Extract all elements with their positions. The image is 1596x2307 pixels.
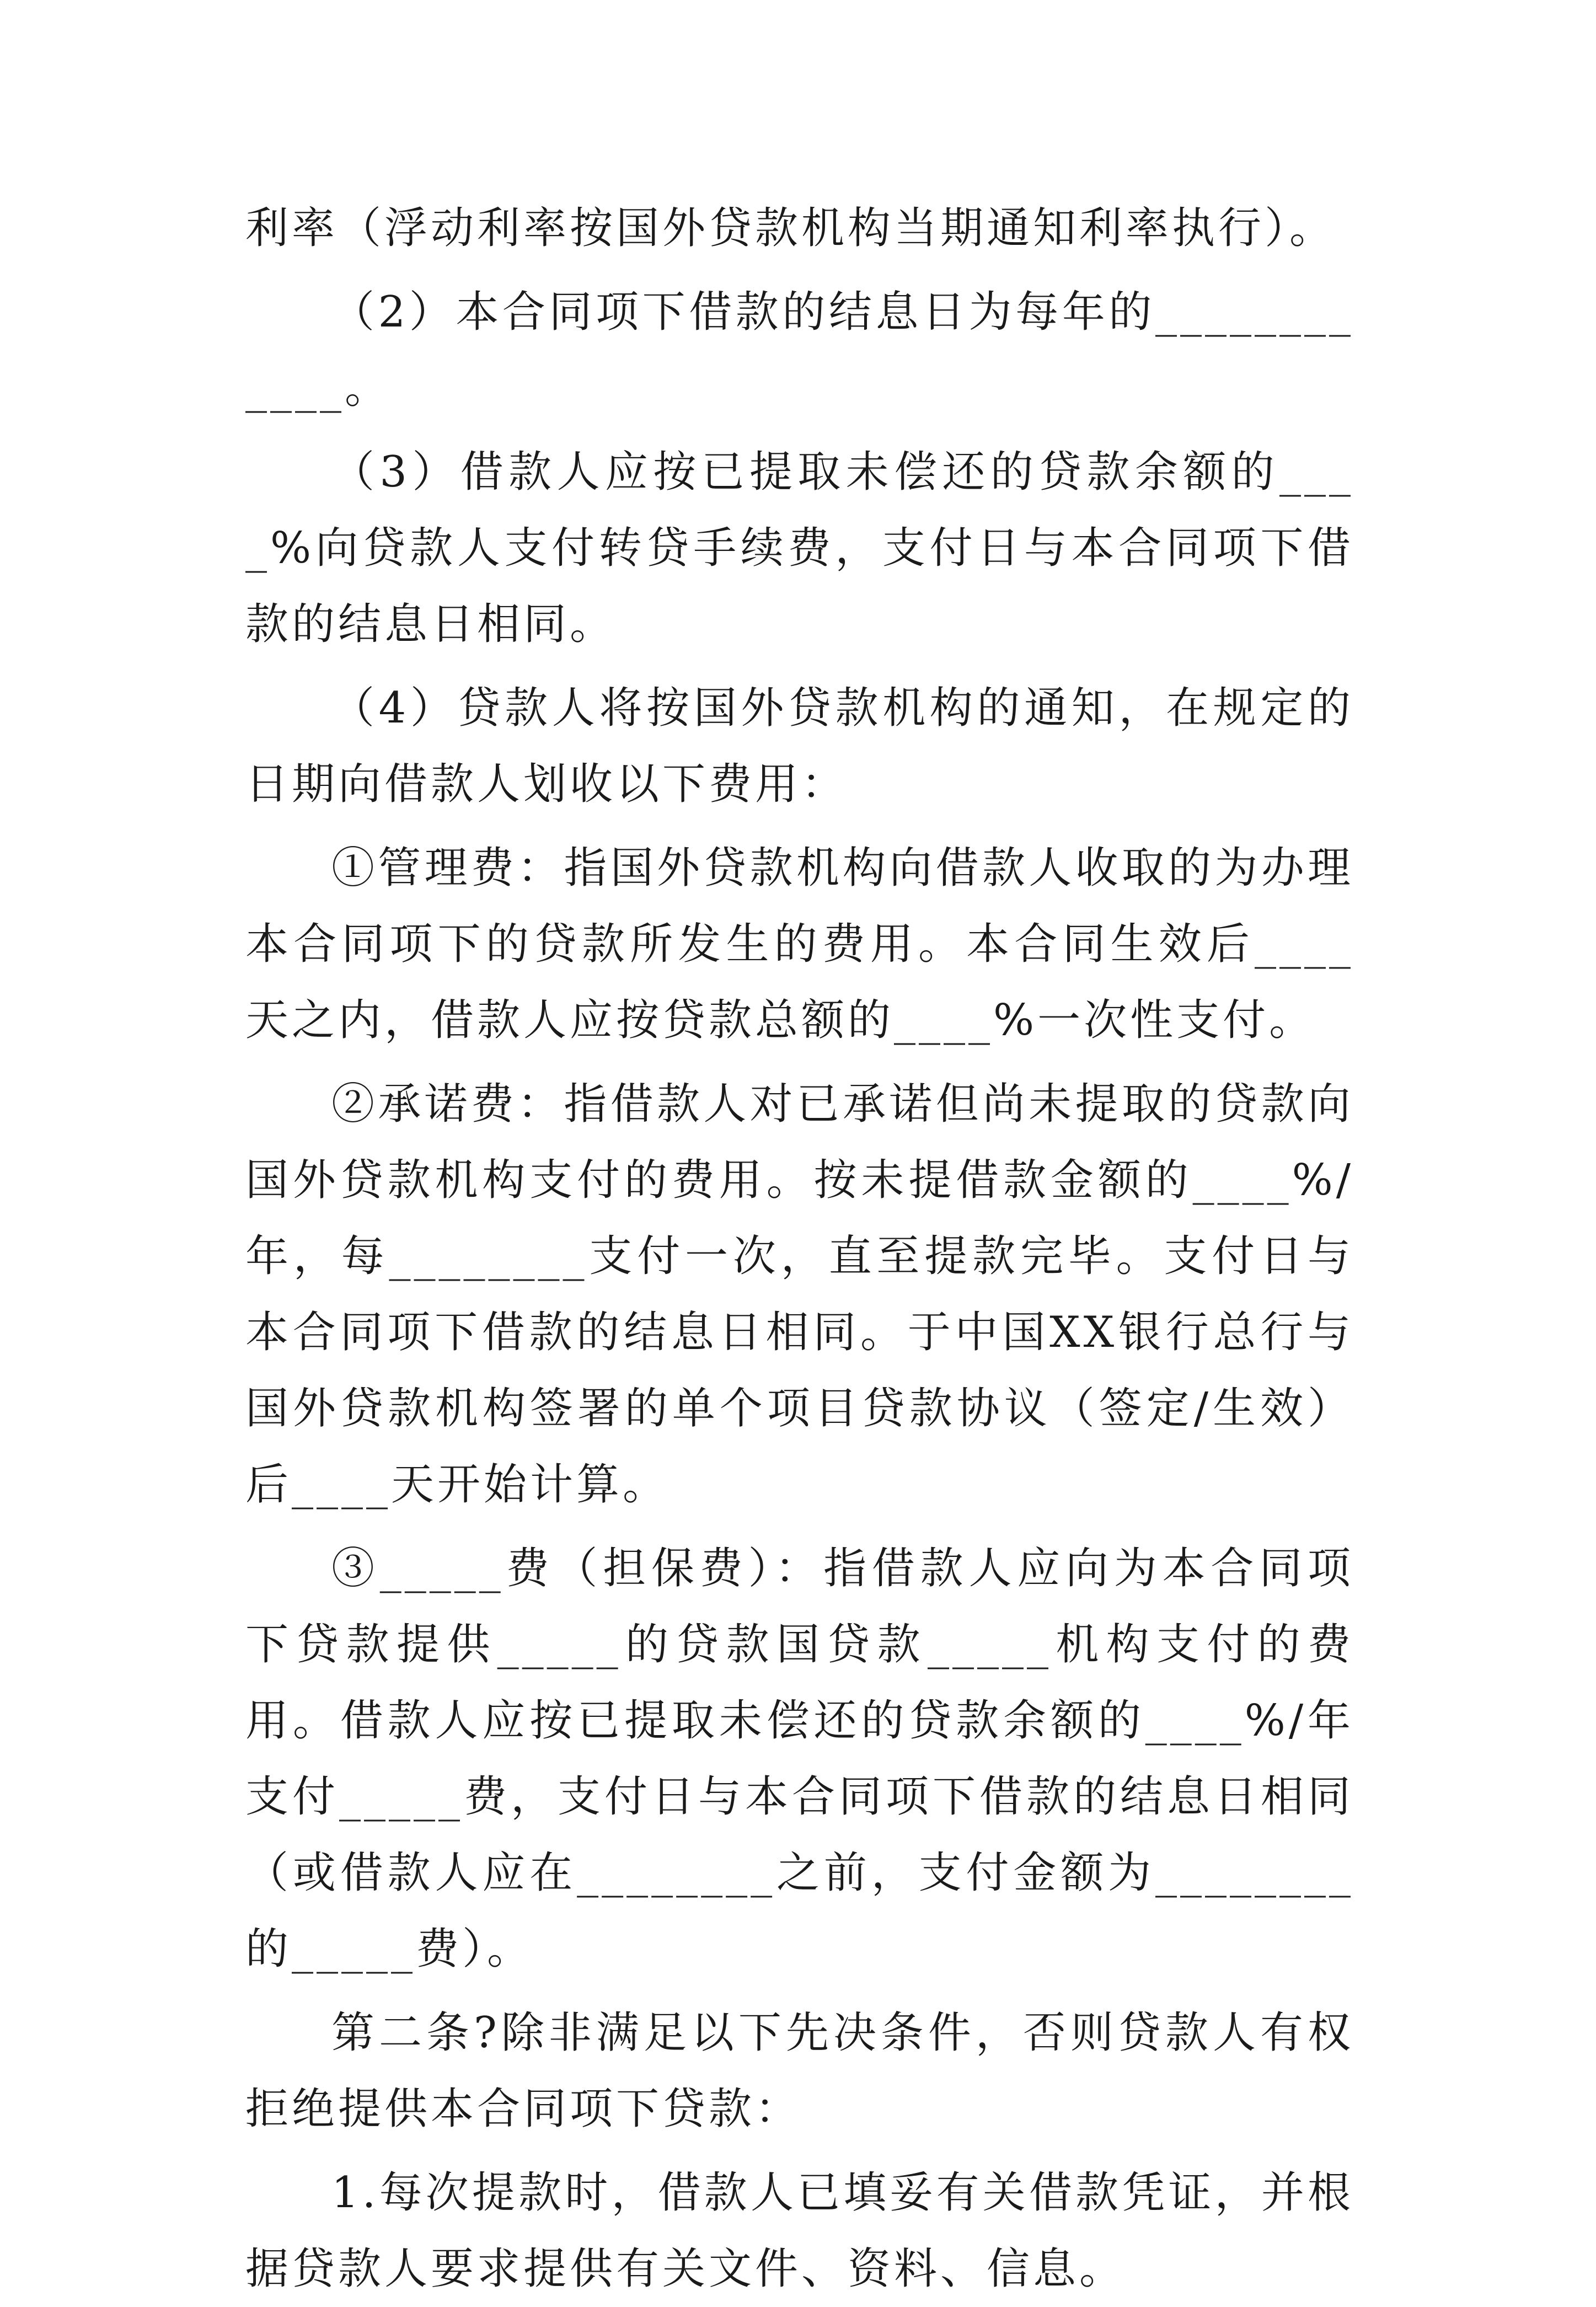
paragraph-lender-charges: （4）贷款人将按国外贷款机构的通知，在规定的日期向借款人划收以下费用： [245,683,1354,809]
paragraph-management-fee: ①管理费：指国外贷款机构向借款人收取的为办理本合同项下的贷款所发生的费用。本合同生效后____天之内，借款人应按贷款总额的____%一次性支付。 [245,843,1354,1045]
paragraph-guarantee-fee: ③_____费（担保费）：指借款人应向为本合同项下贷款提供_____的贷款国贷款_____机构支付的费用。借款人应按已提取未偿还的贷款余额的____%/年支付_____费，支付日与本合同项下借款的结息日相同（或借款人应在________之前，支付金额为________的_____费）。 [245,1544,1354,1974]
paragraph-commitment-fee: ②承诺费：指借款人对已承诺但尚未提取的贷款向国外贷款机构支付的费用。按未提借款金额的____%/年，每________支付一次，直至提款完毕。支付日与本合同项下借款的结息日相同。于中国XX银行总行与国外贷款机构签署的单个项目贷款协议（签定/生效）后____天开始计算。 [245,1079,1354,1510]
paragraph-article-two: 第二条?除非满足以下先决条件，否则贷款人有权拒绝提供本合同项下贷款： [245,2008,1354,2134]
paragraph-condition-one: 1.每次提款时，借款人已填妥有关借款凭证，并根据贷款人要求提供有关文件、资料、信息。 [245,2168,1354,2294]
paragraph-interest-date: （2）本合同项下借款的结息日为每年的____________。 [245,287,1354,413]
paragraph-onlending-fee: （3）借款人应按已提取未偿还的贷款余额的____%向贷款人支付转贷手续费，支付日与本合同项下借款的结息日相同。 [245,447,1354,649]
document-body [245,190,1354,2307]
paragraph-rate-continuation: 利率（浮动利率按国外贷款机构当期通知利率执行）。 [245,204,1336,253]
